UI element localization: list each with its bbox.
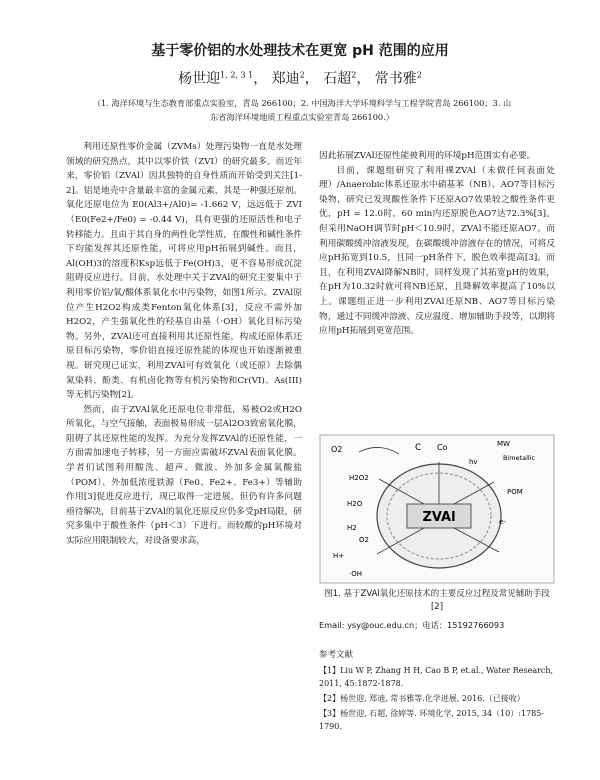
label-co: Co (437, 443, 448, 452)
contact-email: Email: ysy@ouc.edu.cn；电话：15192766093 (319, 620, 505, 630)
label-h2: H2 (347, 524, 357, 532)
author-sup: 2 (299, 70, 305, 80)
label-electron: e- (499, 518, 506, 526)
author-name: 郑迪 (271, 71, 300, 87)
label-o2-left: O2 (359, 536, 369, 544)
references-heading: 参考文献 (319, 650, 354, 660)
author-name: 常书雅 (374, 71, 417, 87)
paper-title: 基于零价铝的水处理技术在更宽 pH 范围的应用 (151, 43, 449, 59)
author-line: 杨世迎$^{1, 2, 3 1}$， 郑迪$^2$， 石超$^2$， 常书雅$^2$ (178, 70, 422, 87)
reaction-diagram-figure (319, 434, 555, 584)
left-column (66, 140, 302, 549)
author-sup: 2 (416, 70, 422, 80)
author-sup: 2 (351, 70, 357, 80)
body-paragraph: 然而，由于ZVAl氧化还原电位非常低，易被O2或H2O所氧化，与空气接触，表面极易形成一层Al2O3致密氧化膜，阻碍了其还原性能的发挥。为充分发挥ZVAl的还原性能，一方面需加速电子转移，另一方面应需破坏ZVAl表面氧化膜。学者们试图利用酸洗、超声、微波、外加多金属氧酸盐（POM）、外加低浓度铁源（Fe0、Fe2+、Fe3+）等辅助作用[3]促进反应进行，现已取得一定进展，但仍有许多问题亟待解决，目前基于ZVAl的氧化还原反应仍多受pH局限，研究多集中于酸性条件（pH＜3）下进行。而较酸的pH环境对实际应用限制较大，对设备要求高， (66, 404, 302, 547)
affiliation: （1. 海洋环境与生态教育部重点实验室，青岛 266100；2. 中国海洋大学环境科学与工程学院青岛 266100；3. 山东省海洋环境地质工程重点实验室青岛 266100.） (92, 98, 512, 122)
reference-item: 【3】杨世迎, 石超, 徐婷等. 环境化学, 2015, 34（10）:1785-1790. (319, 709, 544, 731)
label-oh-radical: ·OH (349, 570, 362, 578)
label-mw: MW (497, 440, 510, 448)
author-name: 杨世迎 (178, 71, 221, 87)
reference-list (319, 664, 555, 735)
body-paragraph: 利用还原性零价金属（ZVMs）处理污染物一直是水处理领域的研究热点，其中以零价铁（ZVI）的研究最多。而近年来，零价铝（ZVAl）因其独特的自身性质而开始受到关注[1-2]。铝是地壳中含量最丰富的金属元素，其是一种强还原剂。氧化还原电位为 E0(Al3+/Al0)= -1.662 V，远远低于 ZVI（E0(Fe2+/Fe0) = -0.44 V)，具有更强的还原活性和电子转移能力。且由于其自身的两性化学性质，在酸性和碱性条件下均能发挥其还原性能，可将应用pH拓展到碱性。而且，Al(OH)3的溶度积Ksp远低于Fe(OH)3，更不容易形成沉淀阻碍反应进行。目前，水处理中关于ZVAl的研究主要集中于利用零价铝/氧/酸体系氧化水中污染物，如图1所示。ZVAl原位产生H2O2构成类Fenton氧化体系[3]，反应不需外加H2O2，产生强氧化性的羟基自由基（·OH）氧化目标污染物。另外，ZVAl还可直接利用其还原性能，构成还原体系还原目标污染物，零价铝直接还原性能的体现也开始逐渐被重视。研究现已证实，利用ZVAl可有效氧化（或还原）去除偶氮染料、酚类、有机卤化物等有机污染物和Cr(VI)、As(III)等无机污染物[2]。 (66, 142, 302, 401)
author-sup: 1, 2, 3 1 (220, 70, 254, 80)
zval-core-label: ZVAl (422, 510, 456, 525)
reference-item: 【2】杨世迎, 郑迪, 常书雅等.化学进展, 2016.（已接收） (319, 694, 525, 703)
label-hv: hv (469, 458, 478, 466)
label-c: C (415, 443, 422, 453)
label-h-plus: H+ (333, 552, 345, 560)
body-paragraph: 因此拓展ZVAl还原性能被利用的环境pH范围实有必要。 (319, 151, 536, 161)
label-pom: POM (507, 488, 523, 496)
author-name: 石超 (323, 71, 352, 87)
right-column (319, 149, 555, 339)
label-bimetallic: Bimetallic (503, 454, 536, 462)
label-h2o2: H2O2 (349, 474, 369, 482)
body-paragraph: 目前，课题组研究了利用裸ZVAl（未做任何表面处理）/Anaerobic体系还原水中硝基苯（NB）、AO7等目标污染物，研究已发现酸性条件下还原AO7效果较之酸性条件更优，pH = 12.0时，60 min内还原脱色AO7达72.3%[3]。但采用NaOH调节时pH＜10.9时，ZVAl不能还原AO7。而利用碳酸缓冲溶液发现，在碳酸缓冲溶液存在的情况，可将反应pH拓宽到10.5，且同一pH条件下，脱色效率提高[3]。而且，在利用ZVAl降解NB时，同样发现了其拓宽pH的效果，在pH为10.32时就可将NB还原，且降解效率提高了10%以上。课题组正进一步利用ZVAl还原NB、AO7等目标污染物，通过不同缓冲溶液、反应温度、增加辅助手段等，以期将应用pH拓展到更宽范围。 (319, 165, 555, 337)
label-h2o: H2O (347, 500, 363, 508)
reference-item: 【1】Liu W P, Zhang H H, Cao B P, et.al., Water Research, 2011, 45:1872-1878. (319, 666, 554, 688)
figure-caption: 图1. 基于ZVAl氧化还原技术的主要反应过程及常见辅助手段[2] (324, 589, 550, 612)
label-o2-top: O2 (331, 445, 343, 454)
